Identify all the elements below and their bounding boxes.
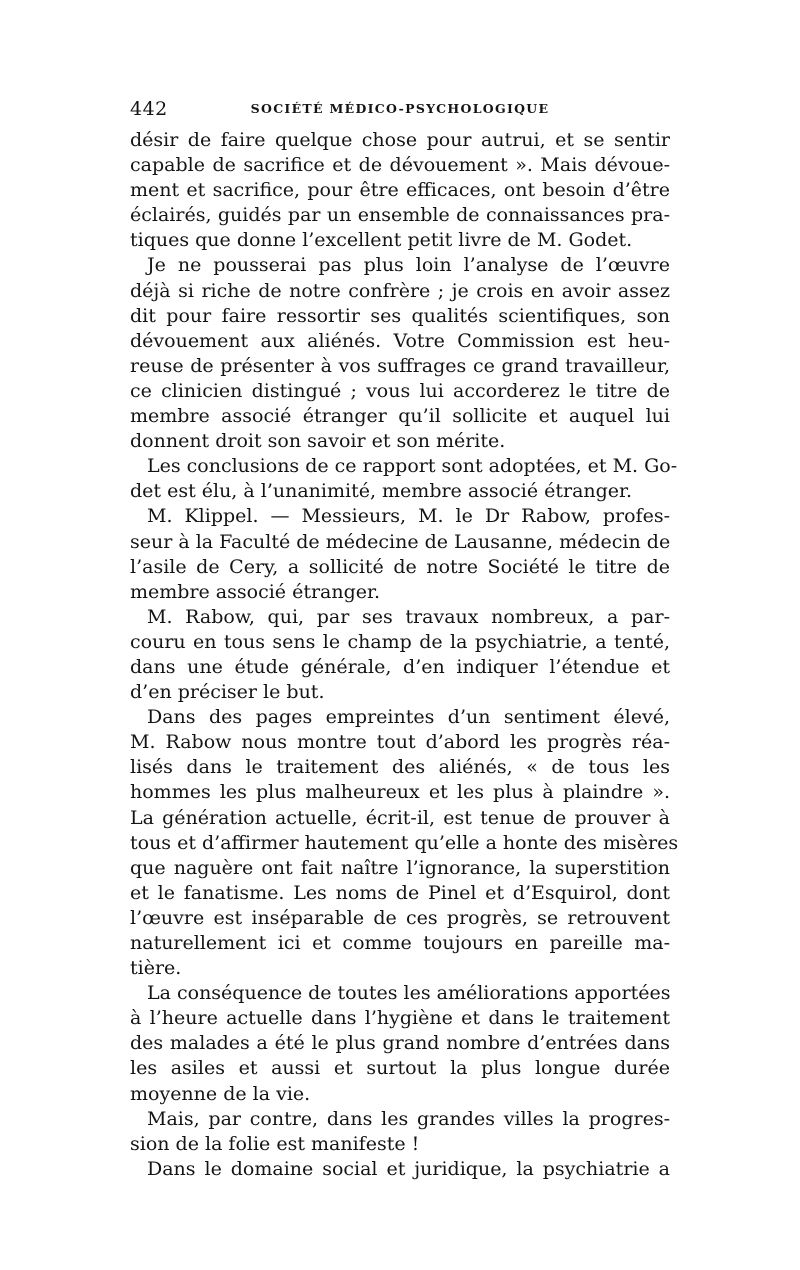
text-line: tous et d’affirmer hautement qu’elle a honte des misères: [130, 831, 679, 854]
text-line: l’asile de Cery, a sollicité de notre Société le titre de: [130, 555, 670, 578]
text-line: membre associé étranger qu’il sollicite et auquel lui: [130, 405, 670, 428]
text-line: M. Rabow nous montre tout d’abord les progrès réa-: [130, 731, 670, 754]
paragraph-start-line: M. Rabow, qui, par ses travaux nombreux, a par-: [147, 605, 670, 628]
page-header: [130, 98, 670, 120]
text-line: à l’heure actuelle dans l’hygiène et dans le traitement: [130, 1007, 670, 1030]
text-line: désir de faire quelque chose pour autrui, et se sentir: [130, 129, 670, 151]
body-text: [130, 128, 679, 1182]
text-line: naturellement ici et comme toujours en pareille ma-: [130, 932, 670, 954]
text-line: sion de la folie est manifeste !: [130, 1132, 420, 1155]
text-line: La génération actuelle, écrit-il, est tenue de prouver à: [130, 806, 670, 829]
text-line: d’en préciser le but.: [130, 681, 325, 704]
text-line: et le fanatisme. Les noms de Pinel et d’Esquirol, dont: [130, 881, 670, 904]
text-line: det est élu, à l’unanimité, membre associé étranger.: [130, 480, 633, 503]
paragraph-start-line: M. Klippel. — Messieurs, M. le Dr Rabow, profes-: [147, 505, 670, 528]
text-line: déjà si riche de notre confrère ; je crois en avoir assez: [130, 279, 670, 302]
text-line: reuse de présenter à vos suffrages ce grand travailleur,: [130, 354, 670, 377]
text-line: hommes les plus malheureux et les plus à plaindre ».: [130, 781, 670, 804]
text-line: dévouement aux aliénés. Votre Commission est heu-: [130, 329, 670, 352]
text-line: donnent droit son savoir et son mérite.: [130, 430, 506, 453]
text-line: tière.: [130, 957, 182, 980]
text-line: dit pour faire ressortir ses qualités scientifiques, son: [130, 304, 670, 327]
text-line: ment et sacrifice, pour être efficaces, ont besoin d’être: [130, 179, 670, 202]
paragraph-start-line: Dans des pages empreintes d’un sentiment élevé,: [147, 706, 670, 729]
text-line: ce clinicien distingué ; vous lui accorderez le titre de: [130, 379, 670, 402]
running-head: SOCIÉTÉ MÉDICO-PSYCHOLOGIQUE: [250, 101, 550, 116]
text-line: l’œuvre est inséparable de ces progrès, se retrouvent: [130, 906, 670, 929]
text-line: couru en tous sens le champ de la psychiatrie, a tenté,: [130, 630, 670, 653]
page-number: 442: [130, 98, 168, 120]
paragraph-start-line: Les conclusions de ce rapport sont adoptées, et M. Go-: [147, 455, 678, 478]
text-line: dans une étude générale, d’en indiquer l’étendue et: [130, 655, 670, 678]
paragraph-start-line: La conséquence de toutes les améliorations apportées: [147, 982, 671, 1005]
text-line: capable de sacrifice et de dévouement ». Mais dévoue-: [130, 154, 670, 177]
text-line: les asiles et aussi et surtout la plus longue durée: [130, 1057, 670, 1080]
text-line: éclairés, guidés par un ensemble de connaissances pra-: [130, 204, 670, 227]
text-line: moyenne de la vie.: [130, 1082, 311, 1105]
text-line: lisés dans le traitement des aliénés, « de tous les: [130, 756, 670, 779]
paragraph-start-line: Dans le domaine social et juridique, la psychiatrie a: [147, 1157, 670, 1180]
text-line: seur à la Faculté de médecine de Lausanne, médecin de: [130, 530, 671, 553]
text-line: des malades a été le plus grand nombre d’entrées dans: [130, 1032, 670, 1055]
text-line: tiques que donne l’excellent petit livre de M. Godet.: [130, 229, 633, 252]
text-line: que naguère ont fait naître l’ignorance, la superstition: [130, 856, 670, 879]
paragraph-start-line: Je ne pousserai pas plus loin l’analyse de l’œuvre: [147, 254, 670, 277]
paragraph-start-line: Mais, par contre, dans les grandes villes la progres-: [147, 1107, 670, 1130]
text-line: membre associé étranger.: [130, 580, 381, 603]
